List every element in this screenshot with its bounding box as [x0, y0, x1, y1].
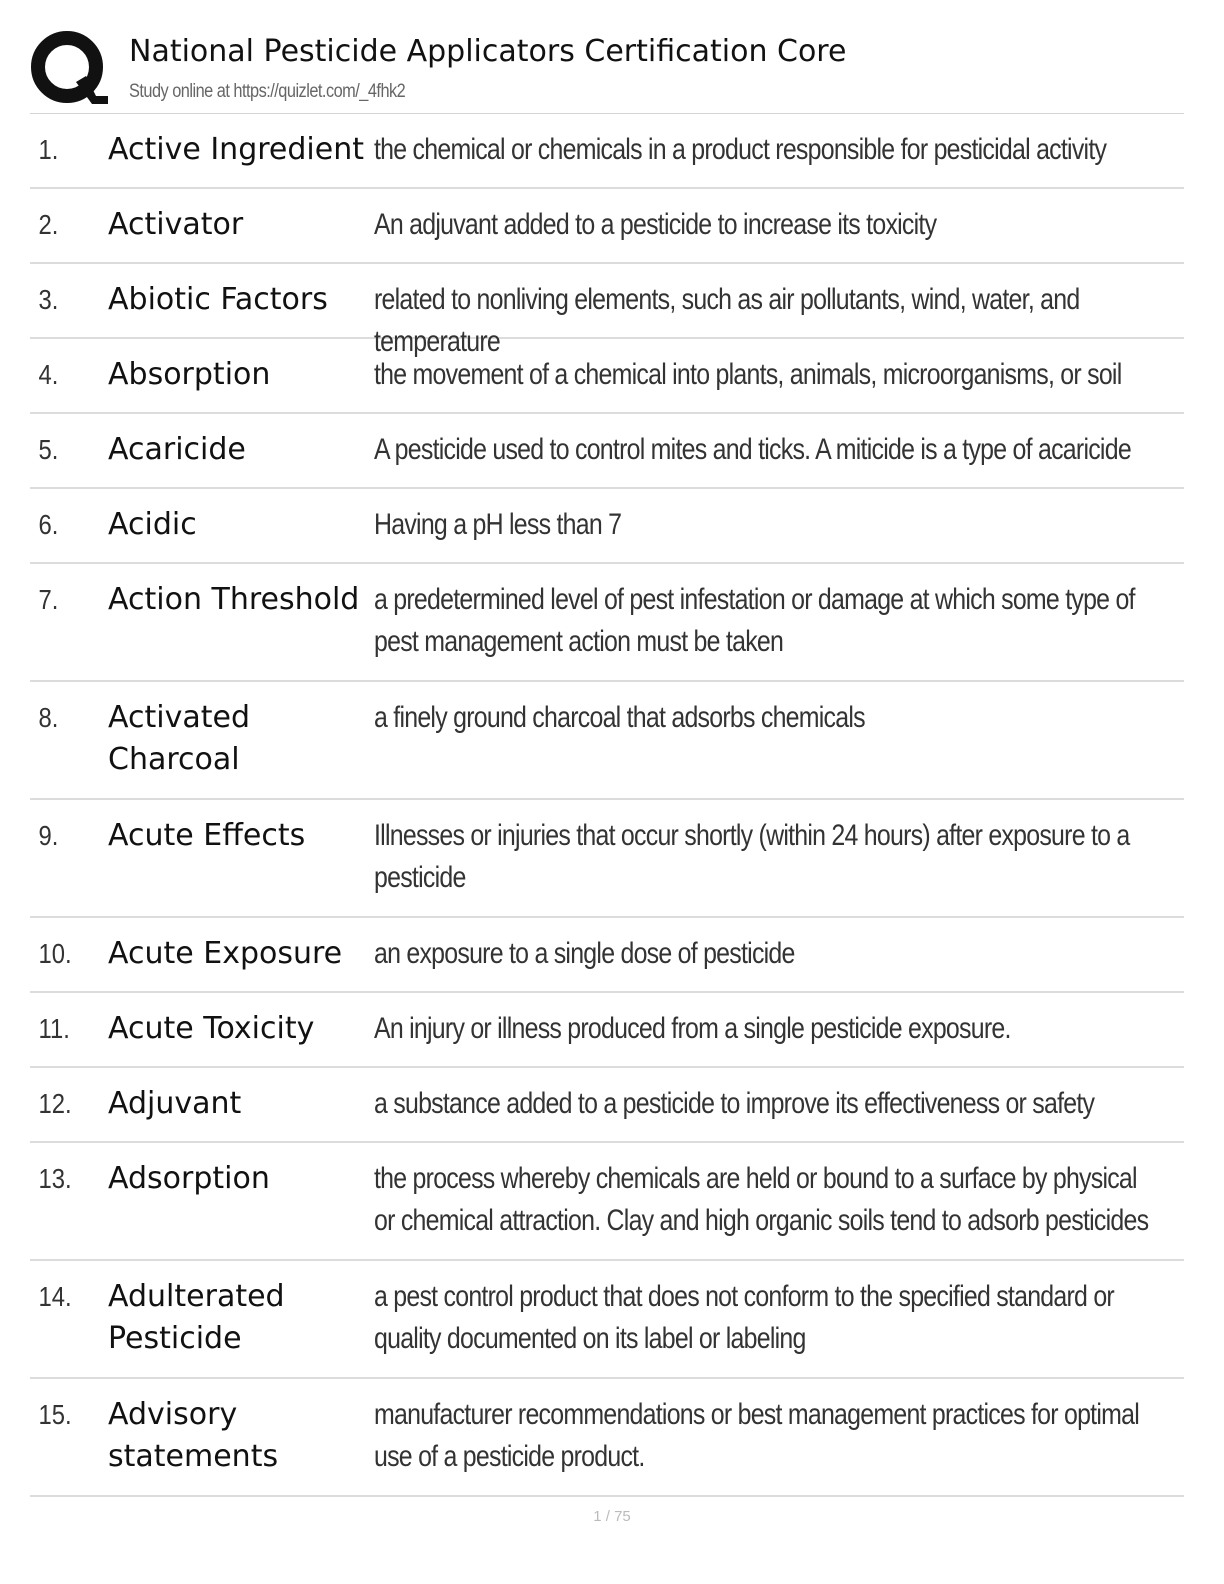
term-number: 4. — [38, 359, 59, 390]
term-definition: a substance added to a pesticide to improve its effectiveness or safety — [374, 1087, 1095, 1120]
term-row — [30, 918, 1184, 993]
term-name: Activator — [108, 207, 244, 242]
term-number: 15. — [38, 1399, 72, 1430]
term-definition: Having a pH less than 7 — [374, 508, 622, 541]
page-title: National Pesticide Applicators Certification Core — [129, 34, 847, 69]
term-row — [30, 682, 1184, 800]
term-definition: Illnesses or injuries that occur shortly (within 24 hours) after exposure to a pesticide — [374, 819, 1130, 894]
term-name: Action Threshold — [108, 582, 360, 617]
term-definition: a pest control product that does not conform to the specified standard or quality documented on its label or labeling — [374, 1280, 1114, 1355]
term-number: 2. — [38, 209, 59, 240]
term-row — [30, 489, 1184, 564]
term-number: 12. — [38, 1088, 72, 1119]
term-row — [30, 800, 1184, 918]
term-number: 11. — [38, 1013, 70, 1044]
term-name: Advisory statements — [108, 1397, 279, 1474]
term-definition: An adjuvant added to a pesticide to increase its toxicity — [374, 208, 937, 241]
study-online-link-text: Study online at https://quizlet.com/_4fhk2 — [129, 81, 406, 102]
term-name: Acidic — [108, 507, 197, 542]
term-row — [30, 1068, 1184, 1143]
term-number: 7. — [38, 584, 59, 615]
term-number: 8. — [38, 702, 59, 733]
term-definition: the movement of a chemical into plants, animals, microorganisms, or soil — [374, 358, 1122, 391]
term-number: 13. — [38, 1163, 72, 1194]
term-definition: An injury or illness produced from a single pesticide exposure. — [374, 1012, 1011, 1045]
term-row — [30, 993, 1184, 1068]
term-number: 6. — [38, 509, 59, 540]
term-row — [30, 114, 1184, 189]
term-definition: a predetermined level of pest infestation or damage at which some type of pest management action must be taken — [374, 583, 1135, 658]
term-name: Acute Toxicity — [108, 1011, 315, 1046]
page-number: 1 / 75 — [593, 1508, 631, 1525]
term-name: Absorption — [108, 357, 271, 392]
term-name: Acute Effects — [108, 818, 306, 853]
term-definition: a finely ground charcoal that adsorbs chemicals — [374, 701, 865, 734]
term-row — [30, 414, 1184, 489]
term-list — [30, 114, 1184, 1497]
term-definition: the chemical or chemicals in a product responsible for pesticidal activity — [374, 133, 1107, 166]
term-number: 5. — [38, 434, 59, 465]
quizlet-q-logo-icon — [30, 30, 110, 110]
term-name: Abiotic Factors — [108, 282, 328, 317]
page-header — [30, 28, 1184, 114]
term-name: Active Ingredient — [108, 132, 364, 167]
term-definition: A pesticide used to control mites and ticks. A miticide is a type of acaricide — [374, 433, 1131, 466]
term-definition: the process whereby chemicals are held or bound to a surface by physical or chemical attraction. Clay and high organic soils tend to adsorb pesticides — [374, 1162, 1149, 1237]
term-row — [30, 1143, 1184, 1261]
term-name: Activated Charcoal — [108, 700, 250, 777]
term-number: 10. — [38, 938, 72, 969]
term-row — [30, 189, 1184, 264]
term-row — [30, 1261, 1184, 1379]
term-name: Adulterated Pesticide — [108, 1279, 285, 1356]
term-definition: related to nonliving elements, such as air pollutants, wind, water, and temperature — [374, 283, 1080, 358]
term-number: 14. — [38, 1281, 72, 1312]
term-row — [30, 264, 1184, 358]
term-name: Acute Exposure — [108, 936, 343, 971]
term-name: Adjuvant — [108, 1086, 242, 1121]
term-name: Adsorption — [108, 1161, 270, 1196]
term-row — [30, 564, 1184, 682]
term-definition: manufacturer recommendations or best management practices for optimal use of a pesticide product. — [374, 1398, 1140, 1473]
term-number: 9. — [38, 820, 59, 851]
term-number: 3. — [38, 284, 59, 315]
term-definition: an exposure to a single dose of pesticide — [374, 937, 795, 970]
term-number: 1. — [38, 134, 59, 165]
term-row — [30, 1379, 1184, 1497]
term-name: Acaricide — [108, 432, 246, 467]
